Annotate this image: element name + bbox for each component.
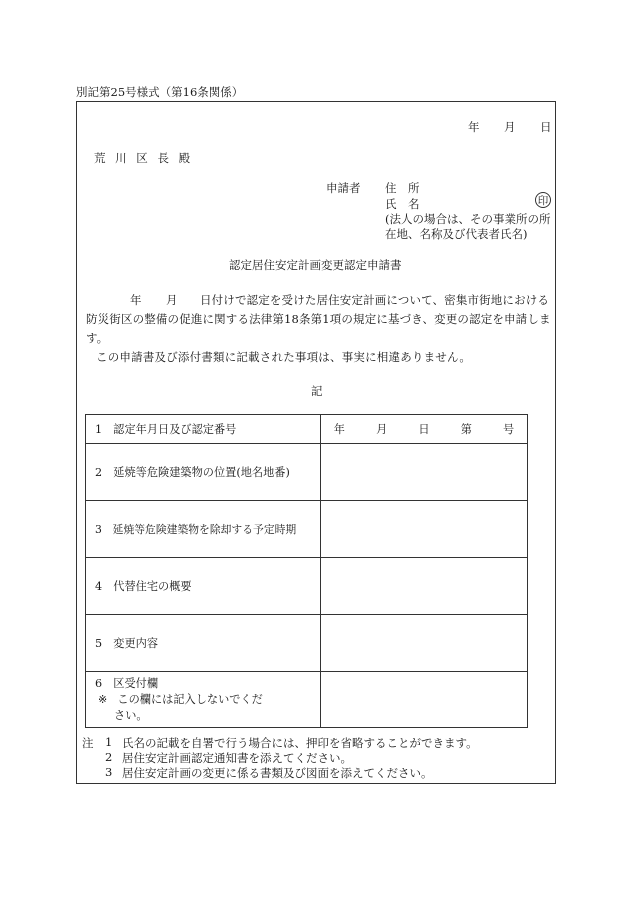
value-number-prefix: 第 xyxy=(460,423,472,436)
row-value-location[interactable] xyxy=(321,444,528,501)
note-2-num: 2 xyxy=(105,750,113,764)
row-value-date-number[interactable] xyxy=(321,415,528,444)
body-line2: 防災街区の整備の促進に関する法律第18条第1項の規定に基づき、変更の認定を申請しま xyxy=(86,312,551,326)
reception-note-line2: さい。 xyxy=(114,708,148,722)
corporate-note-line2: 在地、名称及び代表者氏名) xyxy=(385,227,528,241)
date-year: 年 xyxy=(468,120,480,134)
applicant-label: 申請者 xyxy=(326,181,361,195)
body-line4: この申請書及び添付書類に記載された事項は、事実に相違ありません。 xyxy=(96,350,472,364)
body-line1: 日付けで認定を受けた居住安定計画について、密集市街地における xyxy=(200,293,550,307)
value-year: 年 xyxy=(333,423,345,436)
row-label-reception xyxy=(86,672,321,728)
address-label: 住 所 xyxy=(385,181,420,195)
row-value-alternative-housing[interactable] xyxy=(321,558,528,615)
corporate-note-line1: (法人の場合は、その事業所の所 xyxy=(385,212,551,226)
value-month: 月 xyxy=(376,423,388,436)
row-label: 3 延焼等危険建築物を除却する予定時期 xyxy=(86,501,321,558)
row-value-change-content[interactable] xyxy=(321,615,528,672)
note-1-text: 氏名の記載を自署で行う場合には、押印を省略することができます。 xyxy=(122,736,478,750)
value-day: 日 xyxy=(418,423,430,436)
note-1-num: 1 xyxy=(105,735,113,749)
reception-note-line1: この欄には記入しないでくだ xyxy=(117,692,263,706)
body-line3: す。 xyxy=(86,331,109,345)
table-row xyxy=(86,501,528,558)
addressee: 荒 川 区 長 殿 xyxy=(94,151,194,165)
table-row xyxy=(86,558,528,615)
row-label: 5 変更内容 xyxy=(86,615,321,672)
note-3-num: 3 xyxy=(105,765,113,779)
date-month: 月 xyxy=(504,120,516,134)
date-day: 日 xyxy=(540,120,552,134)
items-table xyxy=(85,414,528,728)
seal-mark: 印 xyxy=(535,192,551,208)
note-2-text: 居住安定計画認定通知書を添えてください。 xyxy=(122,751,352,765)
value-number-suffix: 号 xyxy=(503,423,515,436)
row-label: 4 代替住宅の概要 xyxy=(86,558,321,615)
note-3-text: 居住安定計画の変更に係る書類及び図面を添えてください。 xyxy=(122,766,433,780)
table-row xyxy=(86,444,528,501)
reception-note-mark: ※ xyxy=(98,692,108,706)
table-row xyxy=(86,415,528,444)
body-month: 月 xyxy=(166,293,178,307)
row-label: 1 認定年月日及び認定番号 xyxy=(86,415,321,444)
notes-prefix: 注 xyxy=(82,736,94,750)
document-title: 認定居住安定計画変更認定申請書 xyxy=(229,258,402,272)
form-label: 別記第25号様式（第16条関係） xyxy=(76,85,244,99)
body-year: 年 xyxy=(130,293,142,307)
name-label: 氏 名 xyxy=(385,197,420,211)
row-value-reception xyxy=(321,672,528,728)
reception-label: 6 区受付欄 xyxy=(95,676,159,690)
table-row xyxy=(86,672,528,728)
row-label: 2 延焼等危険建築物の位置(地名地番) xyxy=(86,444,321,501)
table-row xyxy=(86,615,528,672)
ki-heading: 記 xyxy=(311,384,323,398)
row-value-removal-schedule[interactable] xyxy=(321,501,528,558)
